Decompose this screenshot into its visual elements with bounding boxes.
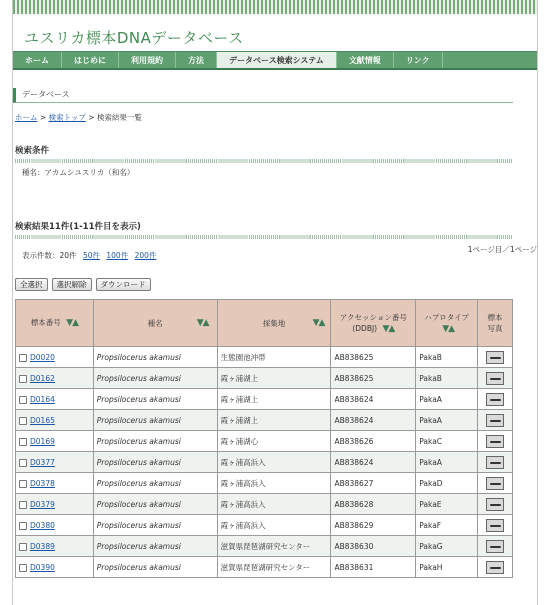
cell-species: Propsilocerus akamusi	[93, 389, 217, 410]
cell-haplotype: PakaG	[416, 536, 478, 557]
cell-haplotype: PakaA	[416, 389, 478, 410]
specimen-link[interactable]: D0165	[30, 415, 55, 425]
cell-specimen	[16, 494, 94, 515]
cell-haplotype: PakaE	[416, 494, 478, 515]
cell-photo	[478, 410, 513, 431]
cell-location: 生態園池沖帯	[217, 347, 331, 368]
row-checkbox[interactable]	[19, 501, 27, 509]
cell-specimen	[16, 389, 94, 410]
select-all-button[interactable]: 全選択	[15, 278, 48, 291]
nav-home[interactable]: ホーム	[13, 52, 62, 68]
specimen-photo-thumbnail[interactable]	[486, 372, 504, 385]
table-row	[16, 452, 513, 473]
table-row	[16, 368, 513, 389]
cell-location: 霞ヶ浦高浜入	[217, 452, 331, 473]
cell-accession: AB838628	[331, 494, 416, 515]
cell-accession: AB838627	[331, 473, 416, 494]
table-row	[16, 431, 513, 452]
cell-photo	[478, 515, 513, 536]
sort-icon[interactable]: ▼▲	[442, 323, 455, 334]
cell-specimen	[16, 431, 94, 452]
col-accession	[331, 300, 416, 347]
cell-accession: AB838624	[331, 389, 416, 410]
sort-icon[interactable]: ▼▲	[312, 317, 325, 328]
cell-specimen	[16, 347, 94, 368]
cell-photo	[478, 368, 513, 389]
col-specimen-number	[16, 300, 94, 347]
col-label: 採集地	[262, 318, 286, 328]
cell-accession: AB838625	[331, 347, 416, 368]
section-heading: データベース	[13, 88, 513, 103]
cell-species: Propsilocerus akamusi	[93, 347, 217, 368]
specimen-link[interactable]: D0020	[30, 352, 55, 362]
conditions-text: 種名：アカムシユスリカ（和名）	[22, 168, 135, 177]
col-label-sub: (DDBJ)	[352, 323, 378, 333]
sort-icon[interactable]: ▼▲	[382, 323, 395, 334]
cell-haplotype: PakaB	[416, 368, 478, 389]
nav-methods[interactable]: 方法	[176, 52, 217, 68]
header-stripe	[13, 0, 537, 14]
nav-introduction[interactable]: はじめに	[62, 52, 119, 68]
cell-specimen	[16, 536, 94, 557]
col-location	[217, 300, 331, 347]
cell-species: Propsilocerus akamusi	[93, 410, 217, 431]
cell-location: 霞ヶ浦湖上	[217, 410, 331, 431]
cell-species: Propsilocerus akamusi	[93, 368, 217, 389]
row-checkbox[interactable]	[19, 396, 27, 404]
row-checkbox[interactable]	[19, 417, 27, 425]
cell-haplotype: PakaA	[416, 452, 478, 473]
per-page-label: 表示件数：20件	[22, 251, 77, 260]
col-label-sub: 写真	[487, 324, 503, 333]
row-checkbox[interactable]	[19, 438, 27, 446]
specimen-link[interactable]: D0377	[30, 457, 55, 467]
cell-location: 霞ヶ浦湖上	[217, 389, 331, 410]
cell-specimen	[16, 452, 94, 473]
table-header-row	[16, 300, 513, 347]
col-species	[93, 300, 217, 347]
specimen-photo-thumbnail[interactable]	[486, 393, 504, 406]
cell-haplotype: PakaF	[416, 515, 478, 536]
results-table	[15, 299, 513, 578]
cell-haplotype: PakaA	[416, 410, 478, 431]
cell-species: Propsilocerus akamusi	[93, 473, 217, 494]
cell-photo	[478, 494, 513, 515]
col-label: 標本番号	[30, 318, 61, 327]
row-checkbox[interactable]	[19, 480, 27, 488]
cell-species: Propsilocerus akamusi	[93, 431, 217, 452]
row-checkbox[interactable]	[19, 375, 27, 383]
breadcrumb	[15, 112, 142, 123]
cell-photo	[478, 557, 513, 578]
deselect-button[interactable]: 選択解除	[52, 278, 92, 291]
cell-accession: AB838626	[331, 431, 416, 452]
specimen-photo-thumbnail[interactable]	[486, 540, 504, 553]
col-label: 種名	[147, 318, 163, 328]
row-checkbox[interactable]	[19, 459, 27, 467]
per-page-50[interactable]: 50件	[82, 251, 100, 260]
specimen-photo-thumbnail[interactable]	[486, 519, 504, 532]
cell-location: 滋賀県琵琶湖研究センター	[217, 557, 331, 578]
row-checkbox[interactable]	[19, 543, 27, 551]
cell-haplotype: PakaB	[416, 347, 478, 368]
specimen-photo-thumbnail[interactable]	[486, 435, 504, 448]
breadcrumb-home[interactable]: ホーム	[15, 113, 38, 122]
per-page-100[interactable]: 100件	[106, 251, 129, 260]
cell-location: 霞ヶ浦湖心	[217, 431, 331, 452]
row-checkbox[interactable]	[19, 354, 27, 362]
cell-species: Propsilocerus akamusi	[93, 515, 217, 536]
cell-accession: AB838624	[331, 452, 416, 473]
specimen-photo-thumbnail[interactable]	[486, 414, 504, 427]
breadcrumb-search-top[interactable]: 検索トップ	[48, 113, 86, 122]
specimen-link[interactable]: D0378	[30, 478, 55, 488]
sort-icon[interactable]: ▼▲	[66, 318, 78, 328]
specimen-photo-thumbnail[interactable]	[486, 498, 504, 511]
cell-photo	[478, 431, 513, 452]
cell-specimen	[16, 368, 94, 389]
specimen-photo-thumbnail[interactable]	[486, 561, 504, 574]
cell-specimen	[16, 410, 94, 431]
cell-accession: AB838629	[331, 515, 416, 536]
breadcrumb-current: 検索結果一覧	[96, 113, 142, 122]
cell-location: 霞ヶ浦高浜入	[217, 494, 331, 515]
cell-haplotype: PakaH	[416, 557, 478, 578]
results-heading: 検索結果11件(1-11件目を表示)	[15, 222, 141, 232]
page-info: 1ページ目／1ページ	[467, 245, 537, 254]
per-page-200[interactable]: 200件	[134, 251, 157, 260]
cell-specimen	[16, 557, 94, 578]
col-label: アクセッション番号	[339, 312, 407, 322]
cell-specimen	[16, 473, 94, 494]
cell-photo	[478, 347, 513, 368]
specimen-link[interactable]: D0169	[30, 436, 55, 446]
conditions-heading: 検索条件	[15, 146, 50, 156]
cell-species: Propsilocerus akamusi	[93, 494, 217, 515]
col-photo	[478, 300, 513, 347]
per-page-selector	[22, 250, 156, 261]
cell-haplotype: PakaD	[416, 473, 478, 494]
col-label: 標本	[487, 313, 503, 322]
cell-accession: AB838625	[331, 368, 416, 389]
table-row	[16, 389, 513, 410]
cell-photo	[478, 389, 513, 410]
row-checkbox[interactable]	[19, 522, 27, 530]
specimen-link[interactable]: D0390	[30, 562, 55, 572]
cell-species: Propsilocerus akamusi	[93, 557, 217, 578]
action-buttons	[15, 278, 151, 291]
table-row	[16, 473, 513, 494]
specimen-link[interactable]: D0162	[30, 373, 55, 383]
cell-location: 霞ヶ浦湖上	[217, 368, 331, 389]
sort-icon[interactable]: ▼▲	[196, 317, 209, 328]
cell-location: 滋賀県琵琶湖研究センター	[217, 536, 331, 557]
specimen-link[interactable]: D0164	[30, 394, 55, 404]
site-title: ユスリカ標本DNAデータベース	[24, 29, 244, 47]
cell-accession: AB838631	[331, 557, 416, 578]
specimen-photo-thumbnail[interactable]	[486, 456, 504, 469]
col-haplotype	[416, 300, 478, 347]
row-checkbox[interactable]	[19, 564, 27, 572]
specimen-photo-thumbnail[interactable]	[486, 477, 504, 490]
main-nav	[13, 51, 537, 70]
nav-database-search[interactable]: データベース検索システム	[217, 52, 337, 68]
specimen-link[interactable]: D0379	[30, 499, 55, 509]
table-row	[16, 557, 513, 578]
cell-accession: AB838624	[331, 410, 416, 431]
cell-species: Propsilocerus akamusi	[93, 536, 217, 557]
col-label: ハプロタイプ	[424, 312, 469, 322]
nav-literature[interactable]: 文献情報	[337, 52, 394, 68]
cell-specimen	[16, 515, 94, 536]
nav-terms[interactable]: 利用規約	[119, 52, 176, 68]
cell-haplotype: PakaC	[416, 431, 478, 452]
table-row	[16, 536, 513, 557]
specimen-photo-thumbnail[interactable]	[486, 351, 504, 364]
table-row	[16, 347, 513, 368]
specimen-link[interactable]: D0389	[30, 541, 55, 551]
download-button[interactable]: ダウンロード	[96, 278, 151, 291]
breadcrumb-separator: >	[39, 113, 47, 122]
specimen-link[interactable]: D0380	[30, 520, 55, 530]
cell-accession: AB838630	[331, 536, 416, 557]
nav-links[interactable]: リンク	[394, 52, 443, 68]
cell-photo	[478, 452, 513, 473]
table-row	[16, 515, 513, 536]
table-row	[16, 410, 513, 431]
cell-species: Propsilocerus akamusi	[93, 452, 217, 473]
table-row	[16, 494, 513, 515]
cell-location: 霞ヶ浦高浜入	[217, 515, 331, 536]
cell-photo	[478, 473, 513, 494]
cell-photo	[478, 536, 513, 557]
breadcrumb-separator: >	[88, 113, 95, 122]
cell-location: 霞ヶ浦高浜入	[217, 473, 331, 494]
